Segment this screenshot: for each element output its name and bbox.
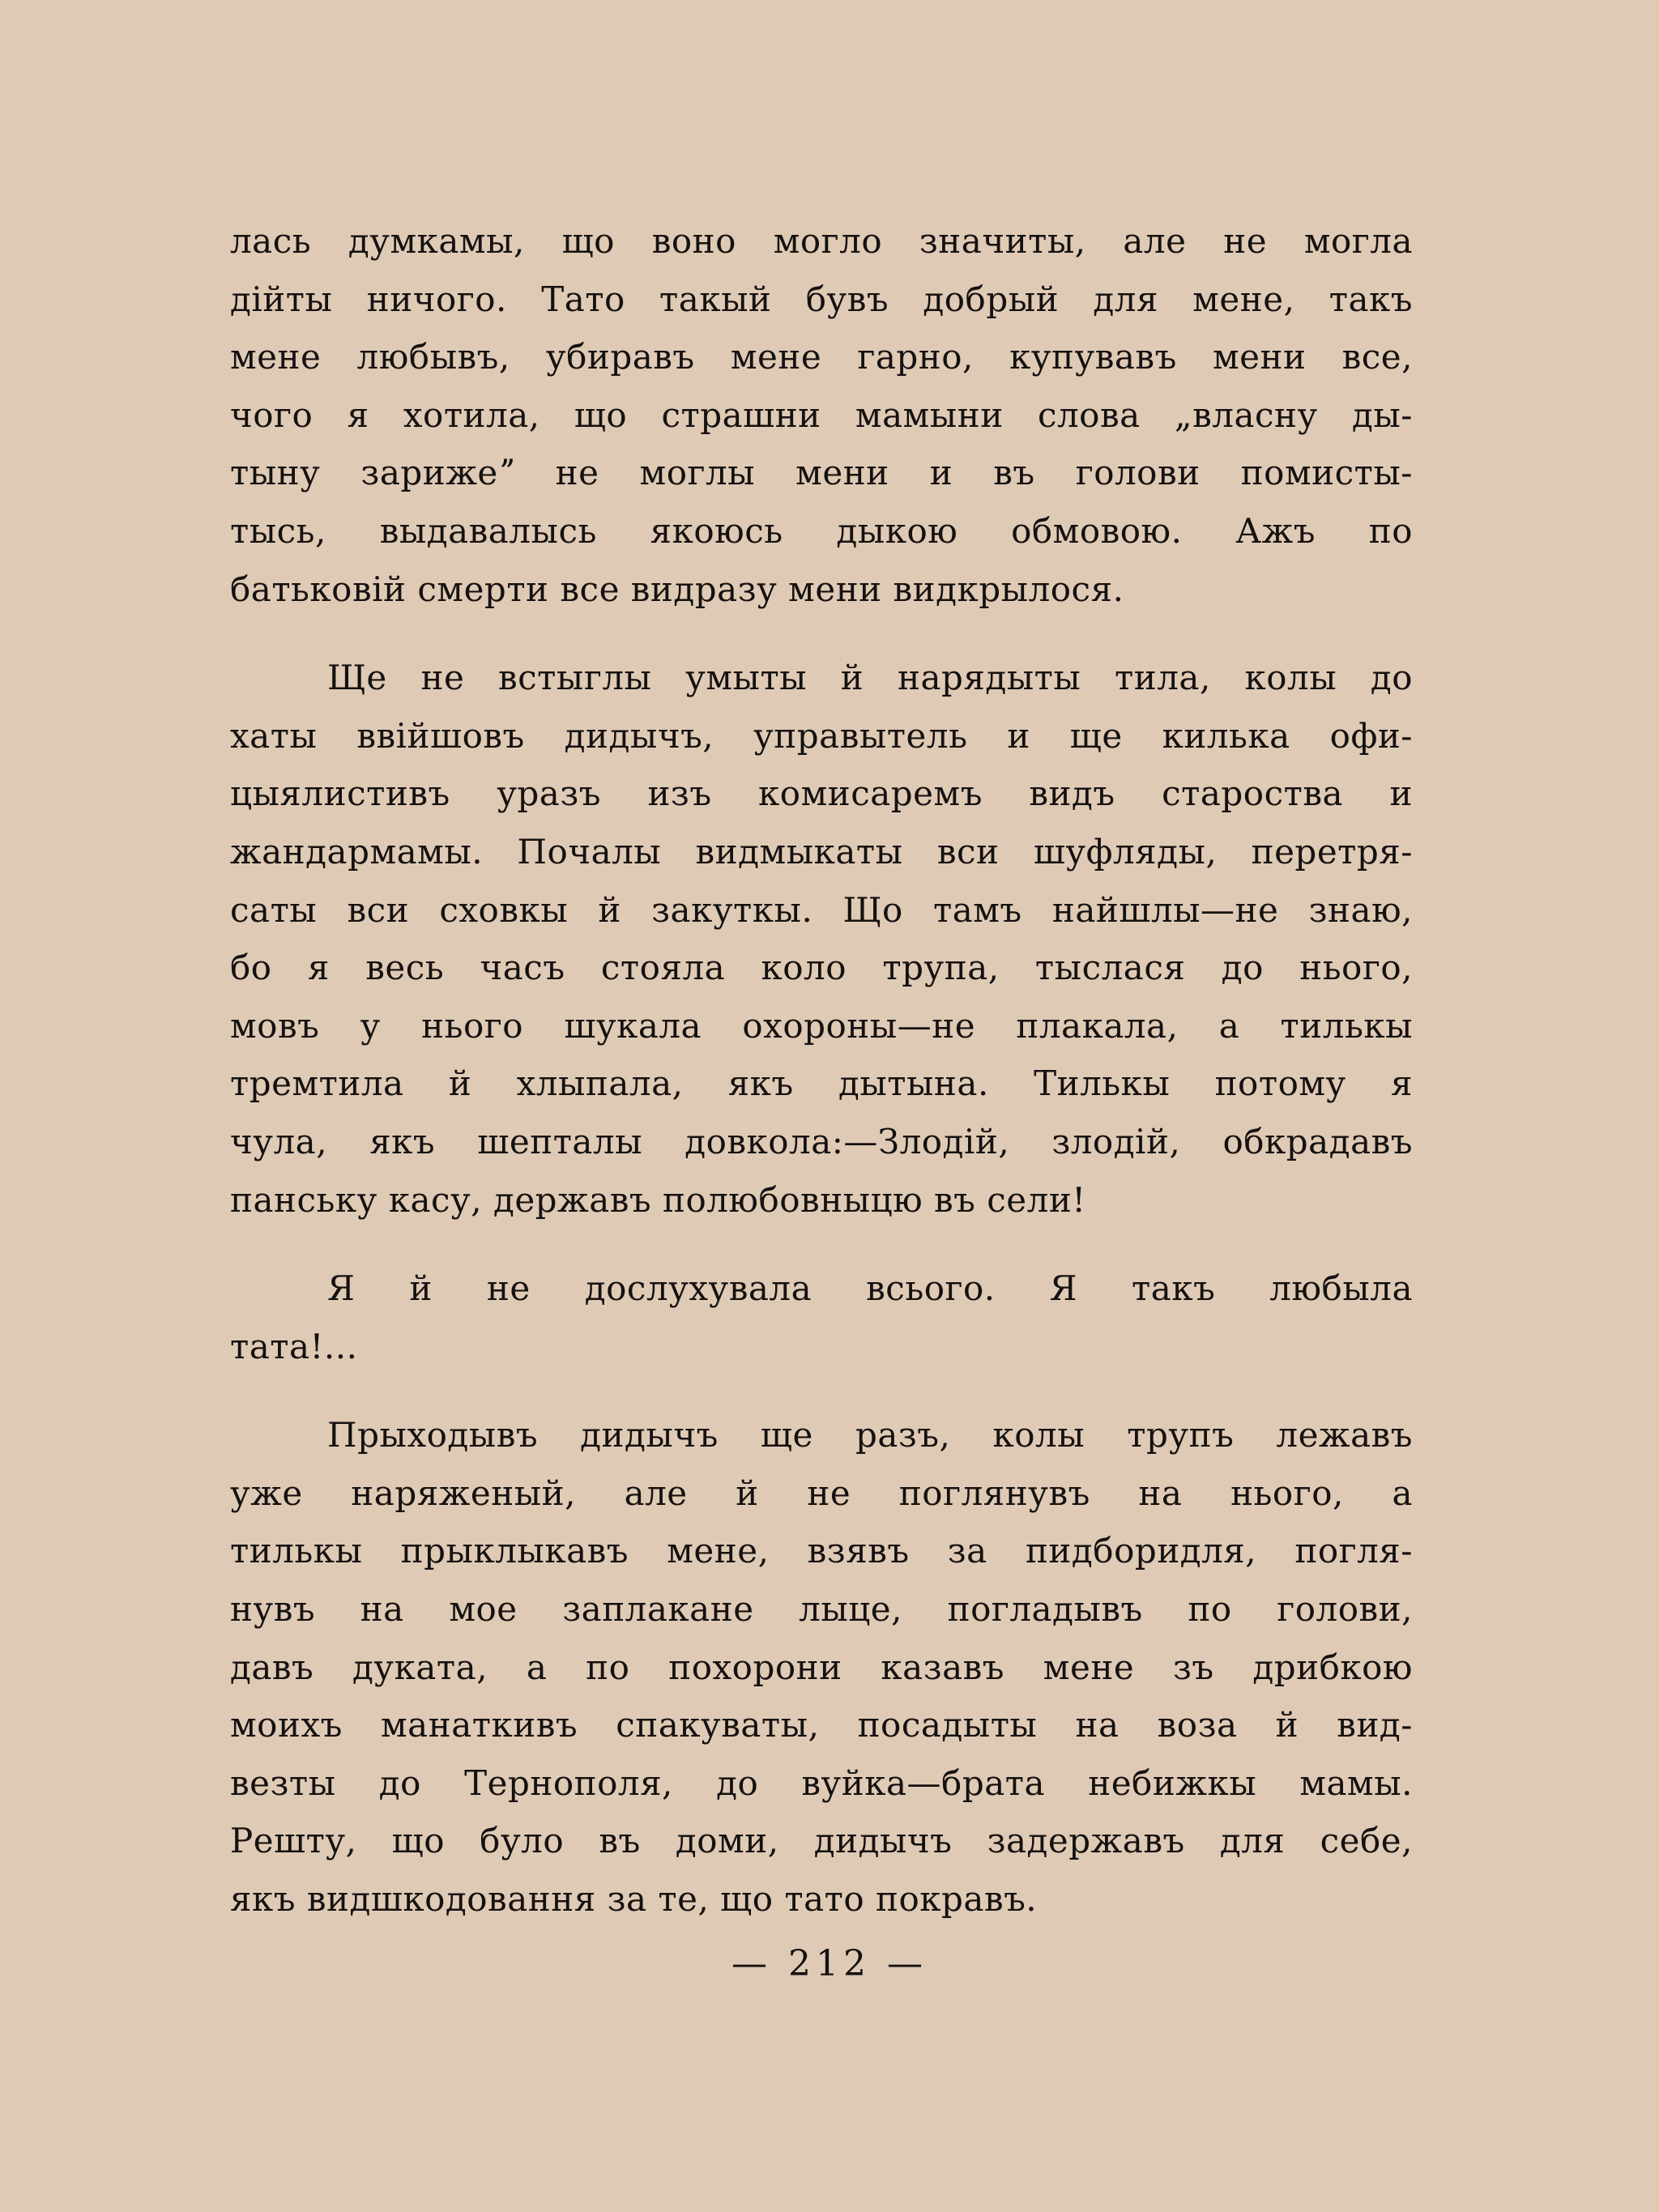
text-line: нувъ на мое заплакане лыце, погладывъ по голови, [230, 1589, 1413, 1630]
paragraph-4 [230, 1406, 1413, 1928]
text-line: везты до Тернополя, до вуйка—брата небижкы мамы. [230, 1762, 1413, 1803]
text-line: Ще не встыглы умыты й нарядыты тила, колы до [327, 658, 1413, 698]
text-line: тилькы прыклыкавъ мене, взявъ за пидборидля, погля- [230, 1531, 1413, 1571]
text-line: лась думкамы, що воно могло значиты, але не могла [230, 221, 1413, 261]
text-line: Прыходывъ дидычъ ще разъ, колы трупъ лежавъ [327, 1415, 1413, 1455]
text-line: жандармамы. Почалы видмыкаты вси шуфляды, перетря- [230, 831, 1413, 872]
text-line: тата!... [230, 1326, 358, 1366]
text-line: Я й не дослухувала всього. Я такъ любыла [327, 1268, 1413, 1309]
text-line: тысь, выдавалысь якоюсь дыкою обмовою. Ажъ по [230, 510, 1413, 551]
text-line: дійты ничого. Тато такый бувъ добрый для мене, такъ [230, 279, 1413, 319]
paragraph-3 [230, 1259, 1413, 1375]
text-line: саты вси сховкы й закуткы. Що тамъ найшлы—не знаю, [230, 889, 1413, 930]
text-line: моихъ манаткивъ спакуваты, посадыты на воза й вид- [230, 1705, 1413, 1745]
text-line: якъ видшкодовання за те, що тато покравъ. [230, 1879, 1038, 1920]
paragraph-1 [230, 212, 1413, 618]
text-line: мовъ у нього шукала охороны—не плакала, а тилькы [230, 1005, 1413, 1046]
text-line: бо я весь часъ стояла коло трупа, тыслася до нього, [230, 948, 1413, 988]
text-line: хаты ввійшовъ дидычъ, управытель и ще килька офи- [230, 715, 1413, 756]
text-line: цыялистивъ уразъ изъ комисаремъ видъ староства и [230, 774, 1413, 814]
text-line: Решту, що було въ доми, дидычъ задержавъ для себе, [230, 1821, 1413, 1861]
text-line: батьковій смерти все видразу мени видкрылося. [230, 569, 1124, 609]
text-line: чого я хотила, що страшни мамыни слова „власну ды- [230, 394, 1413, 435]
text-line: чула, якъ шепталы довкола:—Злодій, злодій, обкрадавъ [230, 1121, 1413, 1161]
text-line: тыну зарижеˮ не моглы мени и въ голови помисты- [230, 453, 1413, 493]
text-line: мене любывъ, убиравъ мене гарно, купувавъ мени все, [230, 337, 1413, 377]
text-line: уже наряженый, але й не поглянувъ на нього, а [230, 1473, 1413, 1513]
text-line: давъ дуката, а по похорони казавъ мене зъ дрибкою [230, 1647, 1413, 1687]
text-line: панську касу, державъ полюбовныцю въ сели! [230, 1179, 1086, 1220]
paragraph-2 [230, 649, 1413, 1229]
text-line: тремтила й хлыпала, якъ дытына. Тилькы потому я [230, 1063, 1413, 1104]
page-body [230, 212, 1413, 1929]
page-number: — 212 — [731, 1943, 928, 1984]
